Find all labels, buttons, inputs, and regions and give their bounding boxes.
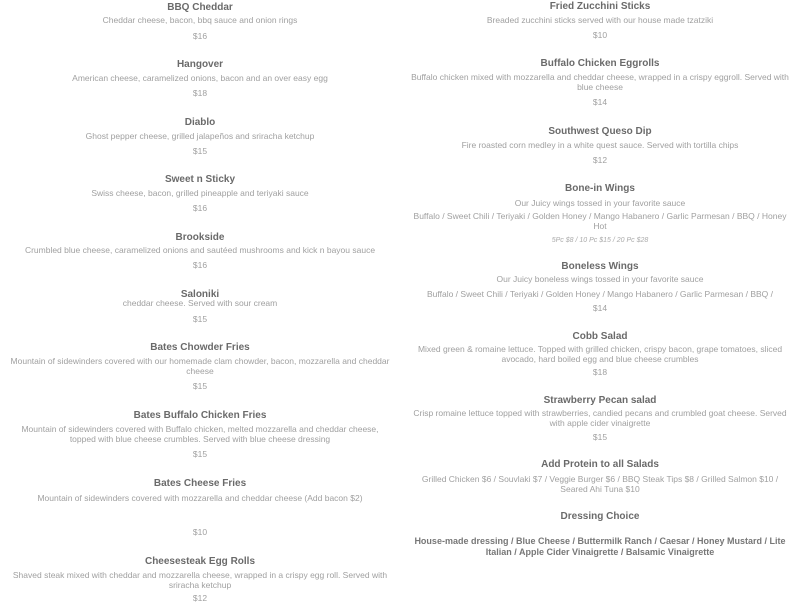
item-description: Crumbled blue cheese, caramelized onions and sautéed mushrooms and kick n bayou sauce	[24, 245, 376, 255]
right-menu-column	[410, 0, 790, 600]
item-name: BBQ Cheddar	[167, 2, 233, 13]
item-price: $16	[192, 203, 208, 213]
item-description: Mixed green & romaine lettuce. Topped with grilled chicken, crispy bacon, grape tomatoes, sliced avocado, hard boiled egg and blue cheese crumbles	[417, 344, 783, 364]
item-name: Dressing Choice	[560, 511, 640, 522]
sauce-options: Buffalo / Sweet Chili / Teriyaki / Golden Honey / Mango Habanero / Garlic Parmesan / BBQ /	[427, 289, 773, 299]
item-name: Bone-in Wings	[565, 183, 635, 194]
item-name: Boneless Wings	[561, 261, 639, 272]
item-name: Strawberry Pecan salad	[543, 395, 657, 406]
item-price: $15	[192, 314, 208, 324]
item-price: $18	[592, 367, 608, 377]
item-price: $10	[192, 527, 208, 537]
item-price: $15	[192, 381, 208, 391]
item-name: Diablo	[184, 117, 216, 128]
item-description: Our Juicy boneless wings tossed in your favorite sauce	[496, 274, 704, 284]
item-name: Buffalo Chicken Eggrolls	[540, 58, 660, 69]
item-description: Swiss cheese, bacon, grilled pineapple and teriyaki sauce	[91, 188, 309, 198]
item-name: Hangover	[176, 59, 224, 70]
item-price: $14	[592, 97, 608, 107]
item-description: Shaved steak mixed with cheddar and mozzarella cheese, wrapped in a crispy egg roll. Served with sriracha ketchup	[12, 570, 388, 590]
item-description: cheddar cheese. Served with sour cream	[122, 298, 278, 308]
item-description: Ghost pepper cheese, grilled jalapeños and sriracha ketchup	[85, 131, 315, 141]
sauce-options: Buffalo / Sweet Chili / Teriyaki / Golden Honey / Mango Habanero / Garlic Parmesan / BBQ / Honey Hot	[413, 211, 787, 231]
item-name: Cheesesteak Egg Rolls	[144, 556, 256, 567]
item-name: Bates Cheese Fries	[153, 478, 247, 489]
item-name: Bates Chowder Fries	[150, 342, 250, 353]
item-description: Cheddar cheese, bacon, bbq sauce and onion rings	[102, 15, 298, 25]
dressing-options: House-made dressing / Blue Cheese / Buttermilk Ranch / Caesar / Honey Mustard / Lite Italian / Apple Cider Vinaigrette / Balsamic Vinaigrette	[414, 536, 786, 557]
item-description: Mountain of sidewinders covered with mozzarella and cheddar cheese (Add bacon $2)	[37, 493, 363, 503]
piece-prices: 5Pc $8 / 10 Pc $15 / 20 Pc $28	[551, 237, 649, 244]
item-price: $15	[192, 146, 208, 156]
item-description: Mountain of sidewinders covered with Buffalo chicken, melted mozzarella and cheddar cheese, topped with blue cheese crumbles. Served with blue cheese dressing	[21, 424, 379, 444]
item-name: Cobb Salad	[572, 331, 628, 342]
item-price: $12	[192, 593, 208, 603]
item-description: Crisp romaine lettuce topped with strawberries, candied pecans and crumbled goat cheese. Served with apple cider vinaigrette	[413, 408, 787, 428]
item-description: Our Juicy wings tossed in your favorite sauce	[514, 198, 686, 208]
item-price: $15	[592, 432, 608, 442]
item-name: Add Protein to all Salads	[541, 459, 659, 470]
item-price: $10	[592, 30, 608, 40]
item-price: $12	[592, 155, 608, 165]
item-price: $16	[192, 260, 208, 270]
item-description: Buffalo chicken mixed with mozzarella and cheddar cheese, wrapped in a crispy eggroll. Served with blue cheese	[411, 72, 789, 92]
item-description: Fire roasted corn medley in a white quest sauce. Served with tortilla chips	[461, 140, 739, 150]
item-name: Sweet n Sticky	[164, 174, 236, 185]
item-price: $15	[192, 449, 208, 459]
left-menu-column	[10, 0, 390, 603]
item-description: American cheese, caramelized onions, bacon and an over easy egg	[72, 73, 328, 83]
item-name: Southwest Queso Dip	[548, 126, 652, 137]
item-price: $18	[192, 88, 208, 98]
item-description: Mountain of sidewinders covered with our homemade clam chowder, bacon, mozzarella and cheddar cheese	[10, 356, 390, 376]
item-name: Saloniki	[180, 289, 220, 300]
item-name: Bates Buffalo Chicken Fries	[133, 410, 267, 421]
item-price: $16	[192, 31, 208, 41]
item-price: $14	[592, 303, 608, 313]
item-description: Breaded zucchini sticks served with our house made tzatziki	[486, 15, 714, 25]
item-name: Fried Zucchini Sticks	[549, 1, 651, 12]
item-description: Grilled Chicken $6 / Souvlaki $7 / Veggie Burger $6 / BBQ Steak Tips $8 / Grilled Salmon $10 / Seared Ahi Tuna $10	[421, 474, 779, 494]
item-name: Brookside	[175, 232, 225, 243]
